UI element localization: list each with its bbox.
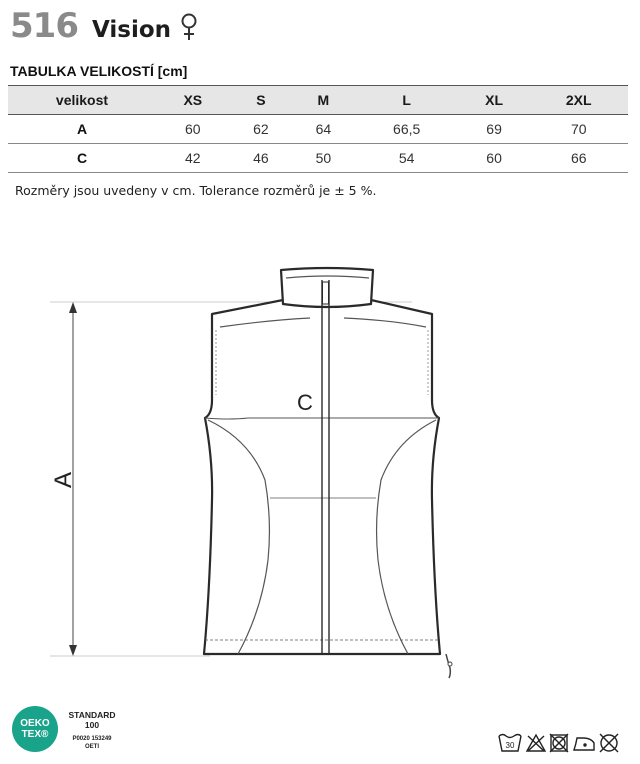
zipper-pull [323, 282, 329, 304]
row-label: A [8, 115, 156, 144]
standard-label: STANDARD [68, 710, 116, 720]
table-cell: 66,5 [355, 115, 459, 144]
header-cell: XL [459, 86, 530, 115]
header-cell: velikost [8, 86, 156, 115]
standard-number: 100 [84, 720, 100, 730]
header-cell: 2XL [529, 86, 628, 115]
table-cell: 42 [156, 144, 230, 173]
dimension-arrow-bottom [69, 645, 77, 656]
table-cell: 60 [156, 115, 230, 144]
table-cell: 60 [459, 144, 530, 173]
certificate-code: P0020 153249 [72, 736, 112, 742]
table-cell: 66 [529, 144, 628, 173]
institute: OETI [84, 744, 99, 750]
table-cell: 64 [292, 115, 355, 144]
cord-stopper [448, 662, 452, 666]
table-cell: 46 [230, 144, 293, 173]
row-label: C [8, 144, 156, 173]
header-cell: S [230, 86, 293, 115]
oeko-tex-logo [12, 706, 58, 752]
label-c: C [297, 390, 313, 415]
table-cell: 70 [529, 115, 628, 144]
iron-low-icon [574, 738, 594, 750]
wash-30-icon [499, 735, 521, 752]
oeko-tex-label [64, 710, 120, 751]
tolerance-note: Rozměry jsou uvedeny v cm. Tolerance rozměrů je ± 5 %. [15, 183, 377, 198]
size-table-title: TABULKA VELIKOSTÍ [cm] [10, 63, 188, 79]
wash-temp: 30 [505, 741, 515, 750]
table-cell: 54 [355, 144, 459, 173]
table-cell: 50 [292, 144, 355, 173]
header-cell: M [292, 86, 355, 115]
oeko-line2: TEX® [21, 729, 49, 740]
no-dry-clean-icon [600, 734, 618, 752]
label-a: A [50, 471, 77, 489]
table-cell: 69 [459, 115, 530, 144]
header-cell: L [355, 86, 459, 115]
no-tumble-dry-icon [550, 734, 568, 752]
care-symbols [497, 731, 631, 755]
no-bleach-icon [527, 735, 545, 751]
dimension-arrow-top [69, 302, 77, 313]
header-cell: XS [156, 86, 230, 115]
product-name: Vision [91, 17, 172, 43]
oeko-line1: OEKO [20, 718, 50, 729]
product-code: 516 [10, 6, 78, 46]
table-cell: 62 [230, 115, 293, 144]
